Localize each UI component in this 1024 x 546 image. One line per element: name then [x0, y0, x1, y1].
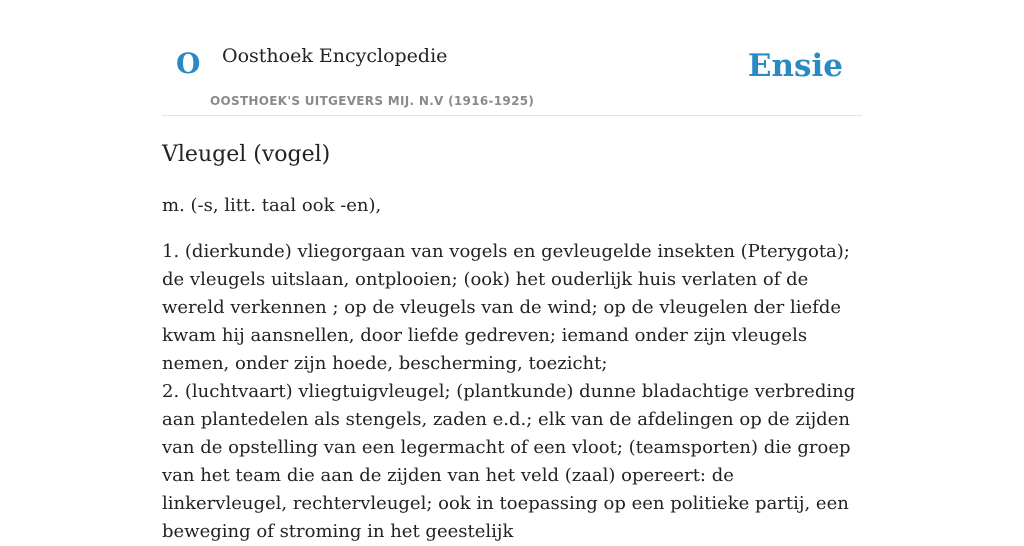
ensie-logo-link[interactable]: Ensie: [747, 48, 843, 84]
definition-sense-1: 1. (dierkunde) vliegorgaan van vogels en gevleugelde insekten (Pterygota); de vleugels uitslaan, ontplooien; (ook) het ouderlijk huis verlaten of de wereld verkennen ; op de vleugels van de wind; op de vleugelen der liefde kwam hij aansnellen, door liefde gedreven; iemand onder zijn vleugels nemen, onder zijn hoede, bescherming, toezicht;: [162, 240, 850, 374]
entry-title: Vleugel (vogel): [162, 142, 331, 167]
entry-definition: [162, 238, 862, 546]
page: [162, 0, 862, 546]
source-logo[interactable]: O: [176, 47, 201, 80]
source-publisher: OOSTHOEK'S UITGEVERS MIJ. N.V (1916-1925): [210, 94, 535, 108]
entry-grammar: m. (-s, litt. taal ook -en),: [162, 194, 382, 216]
source-header: [162, 0, 862, 116]
definition-sense-2: 2. (luchtvaart) vliegtuigvleugel; (plantkunde) dunne bladachtige verbreding aan plantedelen als stengels, zaden e.d.; elk van de afdelingen op de zijden van de opstelling van een legermacht of een vloot; (teamsporten) die groep van het team die aan de zijden van het veld (zaal) opereert: de linkervleugel, rechtervleugel; ook in toepassing op een politieke partij, een beweging of stroming in het geestelijk: [162, 380, 856, 542]
source-title-link[interactable]: Oosthoek Encyclopedie: [222, 45, 448, 67]
